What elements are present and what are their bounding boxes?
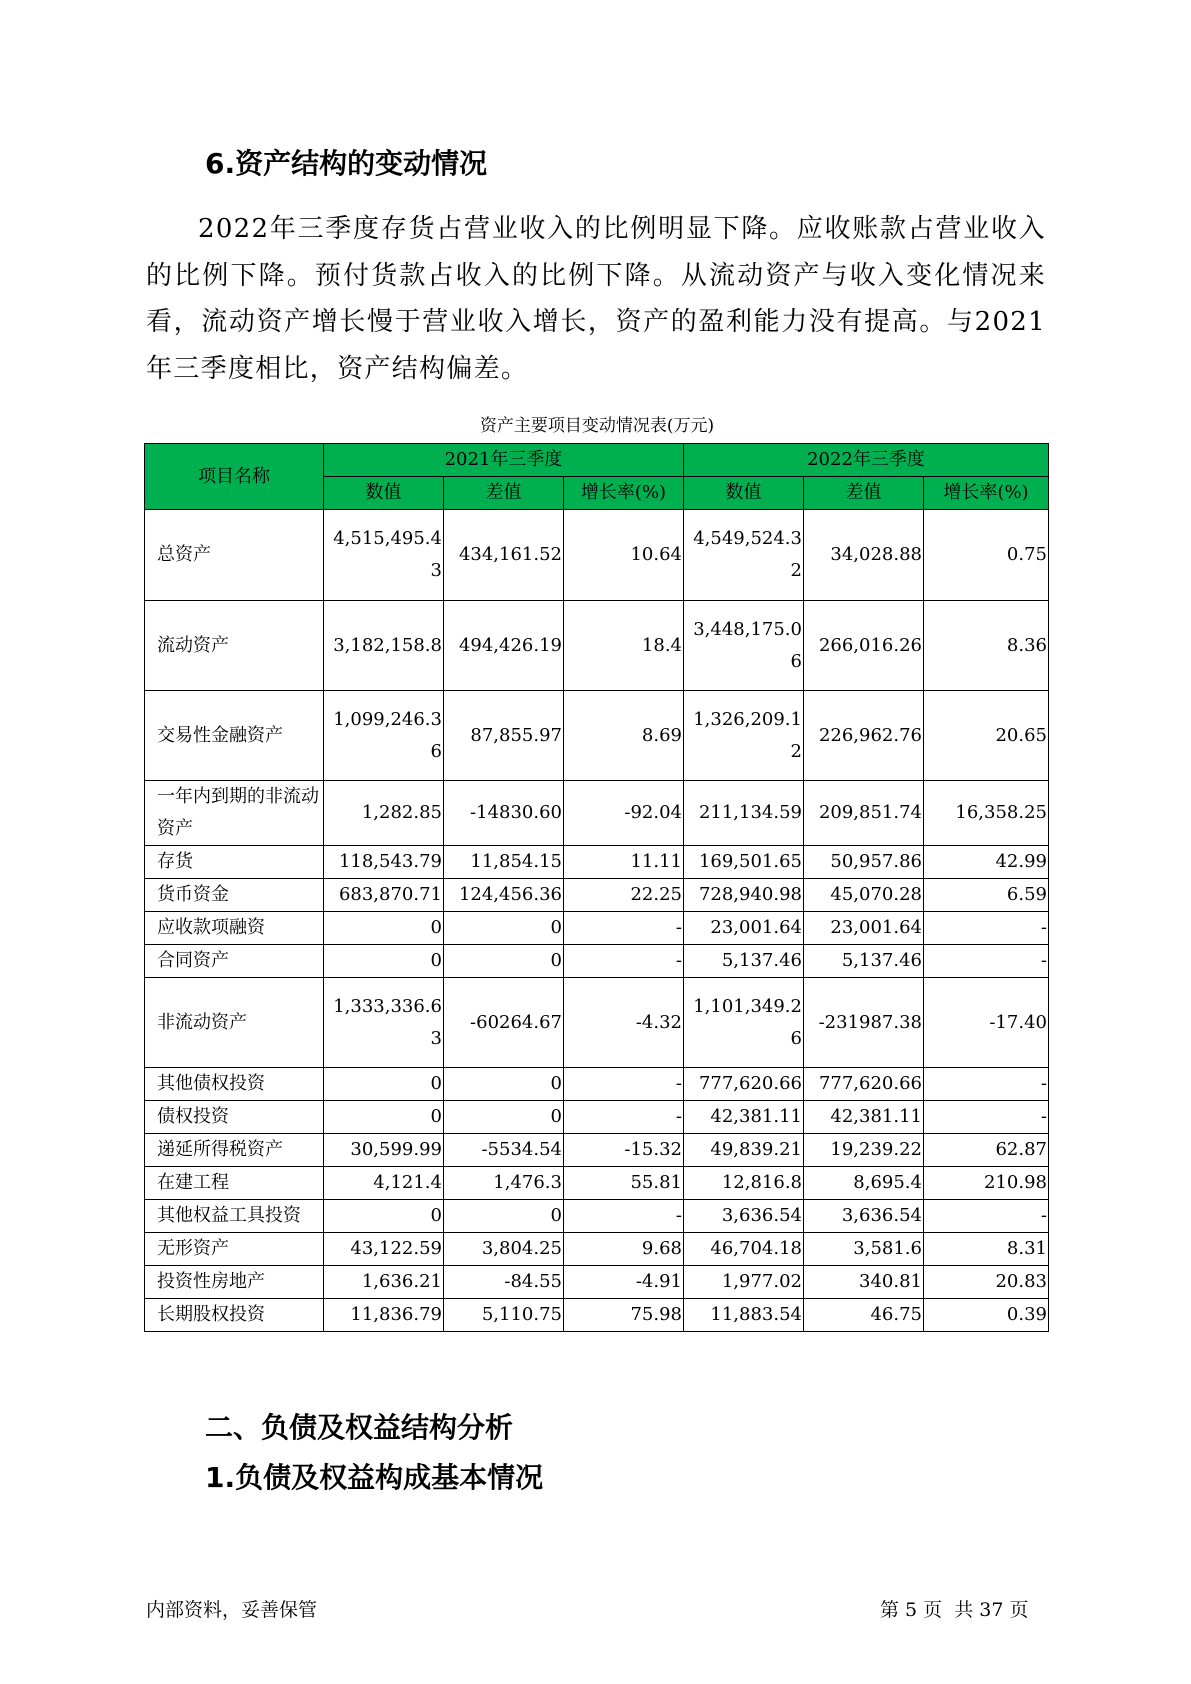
table-body [145,510,1049,1332]
table-header [145,444,1049,510]
growth-2021-cell: 11.11 [564,846,684,879]
growth-2021-cell: - [564,1068,684,1101]
section-heading-liabilities: 二、负债及权益结构分析 [205,1411,514,1444]
value-2021-cell: 1,636.21 [324,1266,444,1299]
footer-page-number: 第 5 页 共 37 页 [880,1599,1029,1621]
diff-2022-cell: 19,239.22 [804,1134,924,1167]
diff-2021-cell: 0 [444,1200,564,1233]
header-item-name: 项目名称 [145,444,324,510]
growth-2021-cell: -4.91 [564,1266,684,1299]
growth-2022-cell: - [924,1068,1049,1101]
diff-2021-cell: -84.55 [444,1266,564,1299]
table-row [145,978,1049,1068]
value-2021-cell: 1,282.85 [324,781,444,846]
analysis-paragraph: 2022年三季度存货占营业收入的比例明显下降。应收账款占营业收入的比例下降。预付货款占收入的比例下降。从流动资产与收入变化情况来看，流动资产增长慢于营业收入增长，资产的盈利能力没有提高。与2021年三季度相比，资产结构偏差。 [146,214,1046,384]
item-name-cell: 流动资产 [145,601,324,691]
growth-2021-cell: - [564,912,684,945]
growth-2022-cell: 8.36 [924,601,1049,691]
value-2022-cell: 12,816.8 [684,1167,804,1200]
item-name-cell: 债权投资 [145,1101,324,1134]
header-value-2022: 数值 [684,477,804,510]
value-2021-cell: 1,333,336.63 [324,978,444,1068]
growth-2021-cell: 55.81 [564,1167,684,1200]
diff-2022-cell: 209,851.74 [804,781,924,846]
diff-2021-cell: 434,161.52 [444,510,564,601]
growth-2021-cell: -4.32 [564,978,684,1068]
growth-2022-cell: - [924,1200,1049,1233]
diff-2022-cell: 226,962.76 [804,691,924,781]
value-2022-cell: 23,001.64 [684,912,804,945]
value-2021-cell: 1,099,246.36 [324,691,444,781]
diff-2022-cell: 777,620.66 [804,1068,924,1101]
item-name-cell: 交易性金融资产 [145,691,324,781]
growth-2021-cell: -15.32 [564,1134,684,1167]
value-2021-cell: 11,836.79 [324,1299,444,1332]
growth-2021-cell: -92.04 [564,781,684,846]
header-group-2021: 2021年三季度 [324,444,684,477]
table-caption: 资产主要项目变动情况表(万元) [479,416,715,436]
diff-2022-cell: 3,636.54 [804,1200,924,1233]
diff-2022-cell: 34,028.88 [804,510,924,601]
diff-2021-cell: 0 [444,1101,564,1134]
value-2022-cell: 3,636.54 [684,1200,804,1233]
growth-2022-cell: 16,358.25 [924,781,1049,846]
diff-2021-cell: 11,854.15 [444,846,564,879]
value-2022-cell: 1,101,349.26 [684,978,804,1068]
item-name-cell: 总资产 [145,510,324,601]
table-row [145,1233,1049,1266]
table-row [145,945,1049,978]
growth-2022-cell: 6.59 [924,879,1049,912]
growth-2021-cell: - [564,1101,684,1134]
growth-2021-cell: 9.68 [564,1233,684,1266]
table-row [145,846,1049,879]
diff-2022-cell: 5,137.46 [804,945,924,978]
diff-2021-cell: 3,804.25 [444,1233,564,1266]
value-2022-cell: 211,134.59 [684,781,804,846]
diff-2022-cell: 3,581.6 [804,1233,924,1266]
value-2021-cell: 0 [324,945,444,978]
value-2021-cell: 0 [324,1200,444,1233]
value-2022-cell: 4,549,524.32 [684,510,804,601]
growth-2022-cell: 8.31 [924,1233,1049,1266]
value-2022-cell: 169,501.65 [684,846,804,879]
value-2021-cell: 683,870.71 [324,879,444,912]
value-2021-cell: 0 [324,1101,444,1134]
growth-2021-cell: 10.64 [564,510,684,601]
diff-2022-cell: 50,957.86 [804,846,924,879]
table-row [145,1200,1049,1233]
item-name-cell: 非流动资产 [145,978,324,1068]
item-name-cell: 递延所得税资产 [145,1134,324,1167]
table-row [145,912,1049,945]
table-row [145,510,1049,601]
diff-2021-cell: 0 [444,945,564,978]
header-growth-2022: 增长率(%) [924,477,1049,510]
growth-2021-cell: - [564,1200,684,1233]
header-growth-2021: 增长率(%) [564,477,684,510]
growth-2022-cell: 0.39 [924,1299,1049,1332]
diff-2022-cell: -231987.38 [804,978,924,1068]
header-diff-2021: 差值 [444,477,564,510]
diff-2021-cell: -60264.67 [444,978,564,1068]
value-2022-cell: 42,381.11 [684,1101,804,1134]
growth-2022-cell: 20.65 [924,691,1049,781]
item-name-cell: 其他债权投资 [145,1068,324,1101]
table-row [145,1266,1049,1299]
table-row [145,1299,1049,1332]
item-name-cell: 其他权益工具投资 [145,1200,324,1233]
diff-2021-cell: -5534.54 [444,1134,564,1167]
growth-2022-cell: - [924,945,1049,978]
diff-2022-cell: 42,381.11 [804,1101,924,1134]
value-2021-cell: 43,122.59 [324,1233,444,1266]
growth-2022-cell: 42.99 [924,846,1049,879]
growth-2022-cell: 20.83 [924,1266,1049,1299]
subsection-heading-liabilities-basic: 1.负债及权益构成基本情况 [205,1461,544,1494]
value-2022-cell: 3,448,175.06 [684,601,804,691]
diff-2021-cell: 0 [444,912,564,945]
growth-2021-cell: 18.4 [564,601,684,691]
growth-2021-cell: 75.98 [564,1299,684,1332]
diff-2021-cell: 124,456.36 [444,879,564,912]
diff-2021-cell: 1,476.3 [444,1167,564,1200]
item-name-cell: 应收款项融资 [145,912,324,945]
value-2021-cell: 4,515,495.43 [324,510,444,601]
item-name-cell: 合同资产 [145,945,324,978]
diff-2022-cell: 45,070.28 [804,879,924,912]
diff-2021-cell: 0 [444,1068,564,1101]
growth-2022-cell: -17.40 [924,978,1049,1068]
value-2022-cell: 1,326,209.12 [684,691,804,781]
growth-2022-cell: 0.75 [924,510,1049,601]
value-2022-cell: 46,704.18 [684,1233,804,1266]
item-name-cell: 在建工程 [145,1167,324,1200]
growth-2021-cell: 22.25 [564,879,684,912]
growth-2021-cell: - [564,945,684,978]
growth-2022-cell: - [924,912,1049,945]
value-2022-cell: 728,940.98 [684,879,804,912]
header-group-2022: 2022年三季度 [684,444,1049,477]
growth-2021-cell: 8.69 [564,691,684,781]
header-value-2021: 数值 [324,477,444,510]
section-heading-asset-structure: 6.资产结构的变动情况 [205,147,488,180]
diff-2021-cell: 87,855.97 [444,691,564,781]
value-2021-cell: 0 [324,1068,444,1101]
diff-2021-cell: 5,110.75 [444,1299,564,1332]
diff-2022-cell: 46.75 [804,1299,924,1332]
table-row [145,1134,1049,1167]
value-2022-cell: 1,977.02 [684,1266,804,1299]
item-name-cell: 存货 [145,846,324,879]
item-name-cell: 长期股权投资 [145,1299,324,1332]
value-2022-cell: 11,883.54 [684,1299,804,1332]
growth-2022-cell: 210.98 [924,1167,1049,1200]
diff-2022-cell: 23,001.64 [804,912,924,945]
diff-2021-cell: 494,426.19 [444,601,564,691]
growth-2022-cell: 62.87 [924,1134,1049,1167]
diff-2022-cell: 266,016.26 [804,601,924,691]
table-row [145,1101,1049,1134]
item-name-cell: 无形资产 [145,1233,324,1266]
value-2022-cell: 49,839.21 [684,1134,804,1167]
item-name-cell: 货币资金 [145,879,324,912]
table-row [145,691,1049,781]
value-2022-cell: 5,137.46 [684,945,804,978]
header-diff-2022: 差值 [804,477,924,510]
value-2021-cell: 118,543.79 [324,846,444,879]
asset-change-table [144,443,1049,1332]
table-row [145,879,1049,912]
item-name-cell: 一年内到期的非流动资产 [145,781,324,846]
diff-2021-cell: -14830.60 [444,781,564,846]
value-2021-cell: 0 [324,912,444,945]
growth-2022-cell: - [924,1101,1049,1134]
table-row [145,1167,1049,1200]
diff-2022-cell: 8,695.4 [804,1167,924,1200]
value-2021-cell: 30,599.99 [324,1134,444,1167]
diff-2022-cell: 340.81 [804,1266,924,1299]
value-2022-cell: 777,620.66 [684,1068,804,1101]
item-name-cell: 投资性房地产 [145,1266,324,1299]
footer-confidential-note: 内部资料，妥善保管 [146,1599,318,1621]
value-2021-cell: 4,121.4 [324,1167,444,1200]
value-2021-cell: 3,182,158.8 [324,601,444,691]
table-row [145,601,1049,691]
table-row [145,1068,1049,1101]
table-row [145,781,1049,846]
